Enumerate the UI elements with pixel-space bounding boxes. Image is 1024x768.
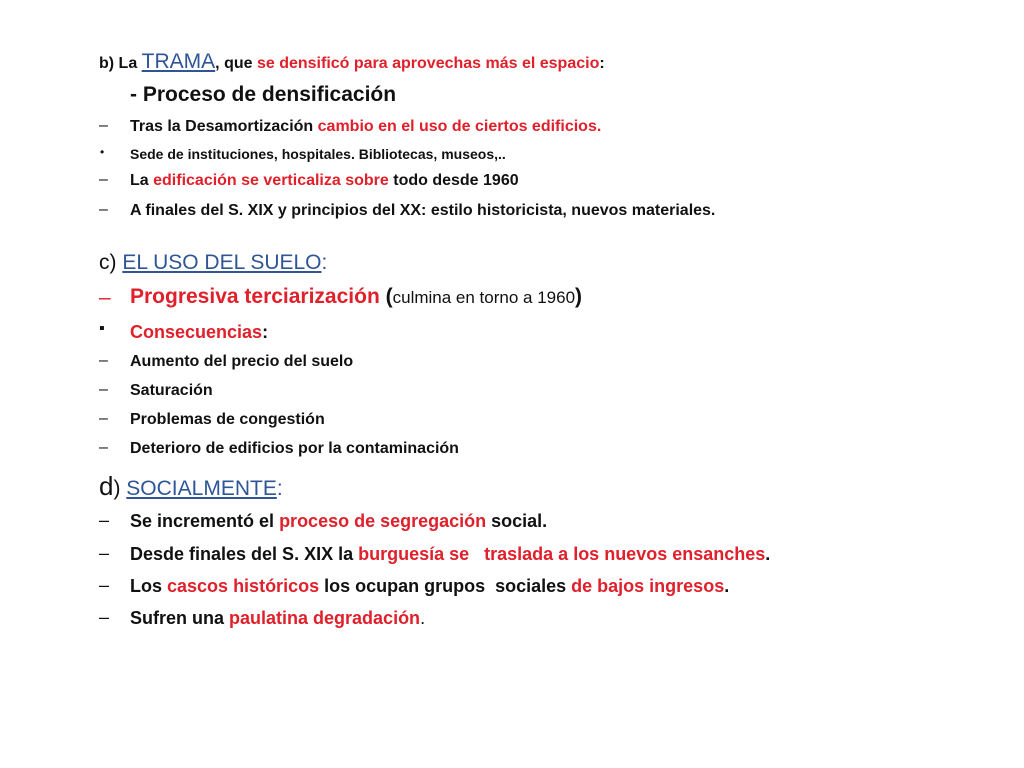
list-item: Se incrementó el proceso de segregación social. bbox=[130, 511, 548, 531]
trama-keyword: TRAMA bbox=[141, 50, 216, 73]
list-marker: – bbox=[99, 439, 108, 456]
square-bullet: ▪ bbox=[99, 320, 105, 337]
list-item: Sede de instituciones, hospitales. Bibliotecas, museos,.. bbox=[130, 146, 506, 162]
list-marker: – bbox=[99, 607, 110, 627]
list-marker: – bbox=[99, 510, 110, 530]
list-marker: • bbox=[100, 145, 105, 159]
section-c-heading: c) EL USO DEL SUELO: bbox=[99, 251, 328, 274]
list-item: Los cascos históricos los ocupan grupos sociales de bajos ingresos. bbox=[130, 576, 730, 596]
list-item: Saturación bbox=[130, 382, 213, 399]
list-item: Problemas de congestión bbox=[130, 411, 325, 428]
list-marker: – bbox=[99, 575, 110, 595]
socialmente-title: SOCIALMENTE bbox=[126, 477, 277, 500]
consecuencias-item: Consecuencias: bbox=[130, 322, 269, 342]
section-b-heading: b) La TRAMA, que se densificó para aprovechas más el espacio: bbox=[99, 50, 605, 73]
list-marker: – bbox=[99, 543, 110, 563]
uso-suelo-title: EL USO DEL SUELO bbox=[122, 251, 322, 274]
list-item: Tras la Desamortización cambio en el uso de ciertos edificios. bbox=[130, 118, 602, 135]
terciarizacion-item: Progresiva terciarización (culmina en torno a 1960) bbox=[130, 285, 583, 308]
list-item: Deterioro de edificios por la contaminación bbox=[130, 440, 459, 457]
list-marker: – bbox=[99, 352, 108, 369]
densificacion-subheading: - Proceso de densificación bbox=[130, 83, 397, 106]
list-marker: – bbox=[99, 410, 108, 427]
list-item: Sufren una paulatina degradación. bbox=[130, 608, 426, 628]
list-marker: – bbox=[99, 171, 108, 188]
list-item: A finales del S. XIX y principios del XX: estilo historicista, nuevos materiales. bbox=[130, 202, 716, 219]
list-marker: – bbox=[99, 381, 108, 398]
list-marker: – bbox=[99, 201, 108, 218]
list-item: Desde finales del S. XIX la burguesía se traslada a los nuevos ensanches. bbox=[130, 544, 771, 564]
list-marker: – bbox=[99, 286, 111, 309]
list-item: La edificación se verticaliza sobre todo desde 1960 bbox=[130, 172, 519, 189]
list-marker: – bbox=[99, 117, 108, 134]
section-d-heading: d) SOCIALMENTE: bbox=[99, 471, 283, 501]
list-item: Aumento del precio del suelo bbox=[130, 353, 354, 370]
